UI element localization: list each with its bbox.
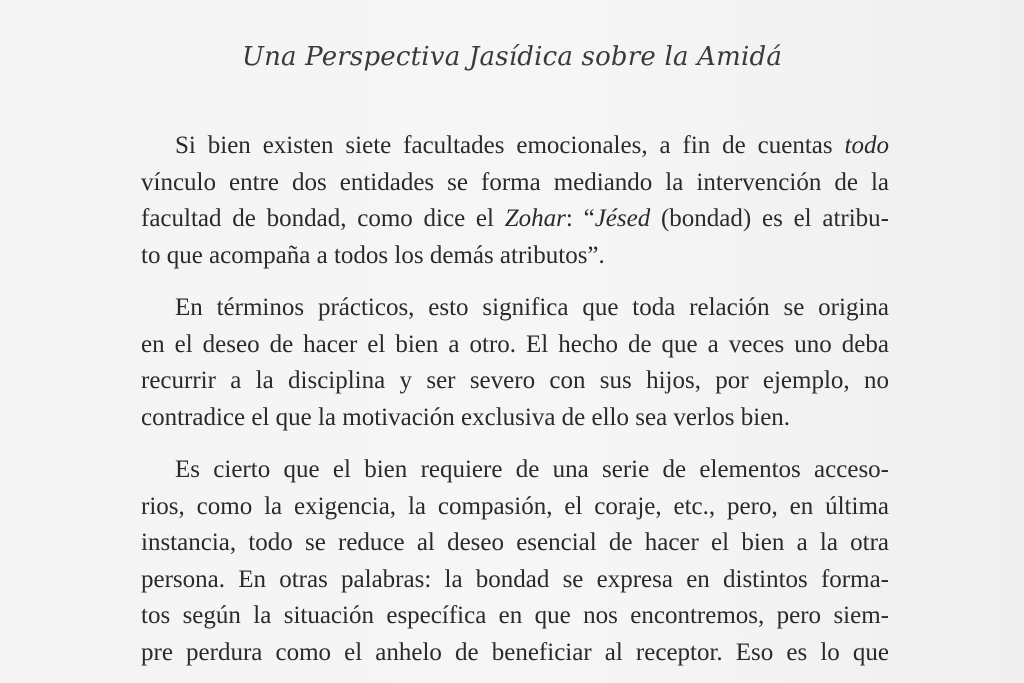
- text-line: contradice el que la motivación exclusiva de ello sea verlos bien.: [141, 403, 791, 431]
- text-line: [141, 238, 889, 275]
- text-line: [141, 201, 889, 238]
- paragraph: [141, 290, 889, 436]
- text-line: persona. En otras palabras: la bondad se expresa en distintos forma-: [141, 565, 889, 593]
- text-run: vínculo entre dos entidades se forma mediando la intervención de la: [141, 168, 889, 196]
- text-line: Es cierto que el bien requiere de una serie de elementos acceso-: [175, 456, 889, 483]
- text-line: tos según la situación específica en que nos encontremos, pero siem-: [141, 602, 889, 629]
- italic-text: Zohar: [504, 205, 566, 232]
- italic-text: Jésed: [594, 205, 651, 232]
- text-line: En términos prácticos, esto significa que toda relación se origina: [175, 294, 889, 321]
- text-run: (bondad) es el atribu-: [650, 205, 890, 232]
- text-run: to que acompaña a todos los demás atributos”.: [141, 241, 605, 269]
- text-line: en el deseo de hacer el bien a otro. El hecho de que a veces uno deba: [141, 330, 889, 358]
- text-line: recurrir a la disciplina y ser severo con sus hijos, por ejemplo, no: [141, 367, 889, 394]
- text-line: pre perdura como el anhelo de beneficiar al receptor. Eso es lo que: [141, 638, 889, 666]
- page-title: Una Perspectiva Jasídica sobre la Amidá: [241, 42, 783, 72]
- italic-text: todo: [844, 132, 889, 159]
- text-line: [141, 165, 889, 202]
- paragraph: [141, 128, 889, 274]
- text-line: rios, como la exigencia, la compasión, el coraje, etc., pero, en última: [141, 492, 889, 520]
- text-run: facultad de bondad, como dice el: [141, 205, 505, 232]
- text-line: [141, 128, 889, 165]
- body-text: [141, 128, 889, 683]
- text-run: : “: [565, 205, 595, 232]
- paragraph: [141, 452, 889, 671]
- text-line: instancia, todo se reduce al deseo esencial de hacer el bien a la otra: [141, 529, 889, 556]
- text-run: Si bien existen siete facultades emocionales, a fin de cuentas: [175, 132, 845, 159]
